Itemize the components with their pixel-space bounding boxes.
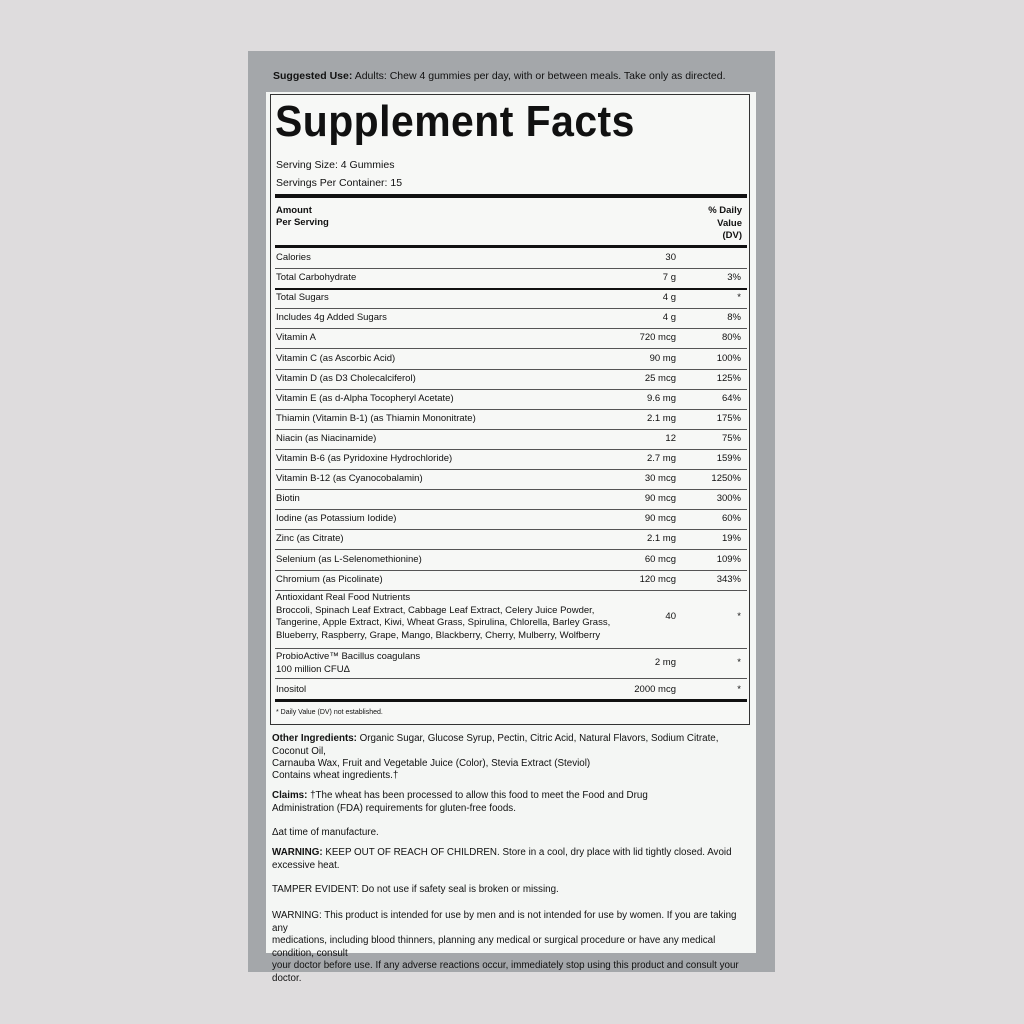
row-divider bbox=[275, 570, 747, 571]
nutrient-name: Selenium (as L-Selenomethionine) bbox=[276, 553, 422, 565]
nutrient-dv: 80% bbox=[721, 332, 741, 344]
nutrient-dv: 1250% bbox=[711, 473, 741, 485]
serving-size: Serving Size: 4 Gummies bbox=[276, 159, 395, 171]
suggested-use-label: Suggested Use: bbox=[273, 70, 353, 82]
row-divider bbox=[275, 288, 747, 290]
facts-row bbox=[275, 473, 747, 486]
antioxidant-line4: Blueberry, Raspberry, Grape, Mango, Blackberry, Cherry, Mulberry, Wolfberry bbox=[276, 629, 601, 641]
row-divider bbox=[275, 348, 747, 349]
inositol-name: Inositol bbox=[276, 684, 307, 695]
facts-row bbox=[275, 252, 747, 265]
nutrient-dv: 19% bbox=[721, 533, 741, 545]
tamper-evident: TAMPER EVIDENT: Do not use if safety seal is broken or missing. bbox=[272, 884, 559, 895]
nutrient-name: Chromium (as Picolinate) bbox=[276, 573, 383, 585]
nutrient-amount: 90 mg bbox=[649, 352, 676, 364]
row-divider bbox=[275, 678, 747, 679]
warning1-line2: excessive heat. bbox=[272, 859, 340, 871]
facts-row-antioxidant bbox=[275, 592, 747, 646]
nutrient-amount: 30 bbox=[665, 252, 676, 263]
row-divider bbox=[275, 429, 747, 430]
facts-row bbox=[275, 453, 747, 466]
suggested-use-text: Adults: Chew 4 gummies per day, with or between meals. Take only as directed. bbox=[352, 70, 726, 82]
row-divider bbox=[275, 590, 747, 591]
nutrient-name: Total Sugars bbox=[276, 292, 329, 304]
header-amount bbox=[276, 205, 329, 229]
nutrient-dv: 100% bbox=[716, 352, 741, 364]
nutrient-amount: 2.1 mg bbox=[646, 412, 676, 424]
inositol-dv: * bbox=[737, 684, 741, 695]
row-divider bbox=[275, 449, 747, 450]
nutrient-name: Zinc (as Citrate) bbox=[276, 533, 344, 545]
facts-row-probiotic bbox=[275, 651, 747, 679]
nutrient-amount: 720 mcg bbox=[639, 332, 676, 344]
facts-row bbox=[275, 292, 747, 305]
row-divider bbox=[275, 409, 747, 410]
claims-label: Claims: bbox=[272, 790, 308, 801]
nutrient-name: Vitamin E (as d-Alpha Tocopheryl Acetate) bbox=[276, 392, 454, 404]
nutrient-dv: 8% bbox=[727, 312, 741, 324]
probiotic-line1: ProbioActive™ Bacillus coagulans bbox=[276, 651, 421, 662]
header-amount-line2: Per Serving bbox=[276, 217, 329, 228]
facts-row bbox=[275, 433, 747, 446]
inositol-amount: 2000 mcg bbox=[634, 684, 676, 695]
nutrient-name: Vitamin C (as Ascorbic Acid) bbox=[276, 352, 396, 364]
facts-row bbox=[275, 574, 747, 587]
row-divider bbox=[275, 509, 747, 510]
header-dv-line3: (DV) bbox=[722, 230, 742, 241]
nutrient-name: Includes 4g Added Sugars bbox=[276, 312, 387, 324]
nutrient-amount: 2.7 mg bbox=[646, 453, 676, 464]
antioxidant-dv: * bbox=[737, 611, 741, 622]
suggested-use bbox=[273, 70, 753, 83]
row-divider bbox=[275, 389, 747, 390]
nutrient-name: Biotin bbox=[276, 493, 300, 505]
nutrient-name: Niacin (as Niacinamide) bbox=[276, 432, 377, 444]
claims-line1: †The wheat has been processed to allow this food to meet the Food and Drug bbox=[307, 790, 648, 801]
other-ingredients-label: Other Ingredients: bbox=[272, 733, 357, 744]
nutrient-name: Calories bbox=[276, 252, 311, 263]
servings-per-container: Servings Per Container: 15 bbox=[276, 177, 403, 189]
nutrient-amount: 9.6 mg bbox=[646, 392, 676, 404]
nutrient-amount: 4 g bbox=[662, 312, 676, 324]
facts-row bbox=[275, 413, 747, 426]
nutrient-name: Vitamin D (as D3 Cholecalciferol) bbox=[276, 372, 416, 384]
warning-usage bbox=[272, 910, 752, 985]
nutrient-dv: 64% bbox=[721, 392, 741, 404]
warning-children bbox=[272, 847, 752, 872]
nutrient-dv: 343% bbox=[716, 573, 741, 585]
row-divider bbox=[275, 308, 747, 309]
nutrient-amount: 12 bbox=[665, 432, 676, 444]
row-divider bbox=[275, 369, 747, 370]
nutrient-amount: 90 mcg bbox=[644, 493, 676, 505]
nutrient-name: Iodine (as Potassium Iodide) bbox=[276, 513, 397, 525]
facts-title: Supplement Facts bbox=[275, 97, 635, 146]
nutrient-name: Vitamin B-6 (as Pyridoxine Hydrochloride) bbox=[276, 453, 453, 464]
row-divider bbox=[275, 469, 747, 470]
nutrient-dv: 75% bbox=[721, 432, 741, 444]
probiotic-dv: * bbox=[737, 657, 741, 668]
header-bar-bottom bbox=[275, 245, 747, 248]
other-ingredients-line1: Organic Sugar, Glucose Syrup, Pectin, Citric Acid, Natural Flavors, Sodium Citrate, Coconut Oil, bbox=[272, 733, 719, 757]
nutrient-dv: 60% bbox=[721, 513, 741, 525]
facts-row bbox=[275, 393, 747, 406]
header-dv bbox=[690, 205, 742, 243]
facts-row bbox=[275, 533, 747, 546]
nutrient-dv: 3% bbox=[727, 272, 741, 284]
warning2-line1: WARNING: This product is intended for use by men and is not intended for use by women. If you are taking any bbox=[272, 910, 737, 934]
nutrient-name: Vitamin A bbox=[276, 332, 316, 344]
row-divider bbox=[275, 268, 747, 269]
nutrient-amount: 120 mcg bbox=[639, 573, 676, 585]
header-amount-line1: Amount bbox=[276, 205, 312, 216]
claims-line2: Administration (FDA) requirements for gluten-free foods. bbox=[272, 802, 516, 814]
facts-row bbox=[275, 513, 747, 526]
nutrient-dv: * bbox=[737, 292, 741, 304]
warning2-line3: your doctor before use. If any adverse reactions occur, immediately stop using this product and consult your doctor. bbox=[272, 960, 739, 984]
antioxidant-line1: Antioxidant Real Food Nutrients bbox=[276, 592, 411, 603]
manufacture-note: Δat time of manufacture. bbox=[272, 827, 379, 838]
nutrient-amount: 60 mcg bbox=[644, 553, 676, 565]
warning-label: WARNING: bbox=[272, 847, 323, 858]
probiotic-amount: 2 mg bbox=[654, 657, 676, 668]
nutrient-dv: 159% bbox=[716, 453, 741, 464]
header-dv-line1: % Daily bbox=[708, 205, 742, 216]
facts-bottom-bar bbox=[275, 699, 747, 702]
nutrient-dv: 109% bbox=[716, 553, 741, 565]
row-divider bbox=[275, 549, 747, 550]
facts-row bbox=[275, 373, 747, 386]
antioxidant-line3: Tangerine, Apple Extract, Kiwi, Wheat Grass, Spirulina, Chlorella, Barley Grass, bbox=[276, 617, 611, 628]
nutrient-dv: 175% bbox=[716, 412, 741, 424]
probiotic-line2: 100 million CFUΔ bbox=[276, 663, 350, 675]
dv-footnote: * Daily Value (DV) not established. bbox=[276, 709, 383, 716]
nutrient-amount: 2.1 mg bbox=[646, 533, 676, 545]
claims bbox=[272, 790, 752, 815]
nutrient-amount: 30 mcg bbox=[644, 473, 676, 485]
row-divider bbox=[275, 529, 747, 530]
warning1-line1: KEEP OUT OF REACH OF CHILDREN. Store in a cool, dry place with lid tightly closed. Avoid bbox=[322, 847, 732, 858]
facts-row bbox=[275, 554, 747, 567]
other-ingredients bbox=[272, 733, 752, 771]
antioxidant-line2: Broccoli, Spinach Leaf Extract, Cabbage Leaf Extract, Celery Juice Powder, bbox=[276, 604, 595, 616]
row-divider bbox=[275, 648, 747, 649]
header-dv-line2: Value bbox=[717, 217, 742, 229]
nutrient-name: Vitamin B-12 (as Cyanocobalamin) bbox=[276, 473, 423, 485]
nutrient-amount: 7 g bbox=[662, 272, 676, 284]
facts-row bbox=[275, 312, 747, 325]
warning2-line2: medications, including blood thinners, planning any medical or surgical procedure or have any medical condition, consult bbox=[272, 935, 716, 959]
nutrient-dv: 300% bbox=[716, 493, 741, 505]
row-divider bbox=[275, 489, 747, 490]
nutrient-dv: 125% bbox=[716, 372, 741, 384]
nutrient-name: Total Carbohydrate bbox=[276, 272, 357, 284]
facts-row-inositol bbox=[275, 684, 747, 697]
antioxidant-amount: 40 bbox=[665, 611, 676, 622]
nutrient-name: Thiamin (Vitamin B-1) (as Thiamin Mononitrate) bbox=[276, 412, 476, 424]
facts-row bbox=[275, 353, 747, 366]
row-divider bbox=[275, 328, 747, 329]
nutrient-amount: 4 g bbox=[662, 292, 676, 304]
contains-statement: Contains wheat ingredients.† bbox=[272, 770, 399, 781]
other-ingredients-line2: Carnauba Wax, Fruit and Vegetable Juice (Color), Stevia Extract (Steviol) bbox=[272, 758, 591, 769]
nutrient-amount: 25 mcg bbox=[644, 372, 676, 384]
header-bar-top bbox=[275, 194, 747, 198]
facts-row bbox=[275, 332, 747, 345]
facts-row bbox=[275, 272, 747, 285]
nutrient-amount: 90 mcg bbox=[644, 513, 676, 525]
facts-row bbox=[275, 493, 747, 506]
